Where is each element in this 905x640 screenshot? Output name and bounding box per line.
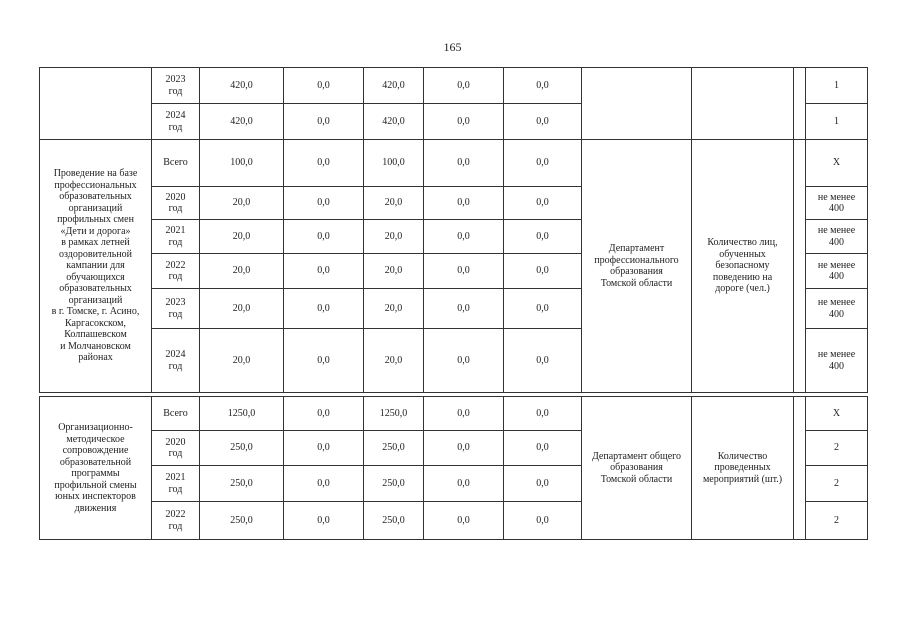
page-number: 165 <box>443 40 462 54</box>
value-cell: 20,0 <box>364 220 424 254</box>
indicator-cell: Количество проведенных мероприятий (шт.) <box>692 397 794 540</box>
year-cell: 2020 год <box>152 187 200 220</box>
total-cell: 20,0 <box>200 220 284 254</box>
value-cell: 0,0 <box>504 289 582 329</box>
value-cell: 0,0 <box>284 140 364 187</box>
total-cell: 250,0 <box>200 502 284 540</box>
value-cell: 250,0 <box>364 466 424 502</box>
value-cell: 1250,0 <box>364 397 424 431</box>
value-cell: 0,0 <box>504 397 582 431</box>
total-cell: 20,0 <box>200 289 284 329</box>
value-cell: 100,0 <box>364 140 424 187</box>
value-cell: 0,0 <box>284 220 364 254</box>
year-cell: 2021 год <box>152 466 200 502</box>
target-cell: X <box>806 397 868 431</box>
total-cell: 420,0 <box>200 104 284 140</box>
year-cell: 2024 год <box>152 104 200 140</box>
activity-cell: Организационно- методическое сопровождение образовательной программы профильной смены юных инспекторов движения <box>40 397 152 540</box>
value-cell: 0,0 <box>504 431 582 466</box>
indicator-cell-continued <box>692 68 794 140</box>
program-table <box>39 67 868 540</box>
year-cell: Всего <box>152 397 200 431</box>
value-cell: 0,0 <box>424 187 504 220</box>
target-cell: не менее 400 <box>806 187 868 220</box>
executor-cell-continued <box>582 68 692 140</box>
value-cell: 0,0 <box>284 502 364 540</box>
value-cell: 0,0 <box>424 502 504 540</box>
value-cell: 20,0 <box>364 289 424 329</box>
year-cell: 2023 год <box>152 289 200 329</box>
value-cell: 0,0 <box>284 431 364 466</box>
value-cell: 0,0 <box>284 289 364 329</box>
value-cell: 0,0 <box>284 466 364 502</box>
value-cell: 20,0 <box>364 329 424 393</box>
indicator-cell: Количество лиц, обученных безопасному поведению на дороге (чел.) <box>692 140 794 393</box>
value-cell: 0,0 <box>424 431 504 466</box>
activity-cell-continued <box>40 68 152 140</box>
value-cell: 0,0 <box>284 329 364 393</box>
value-cell: 0,0 <box>424 140 504 187</box>
value-cell: 0,0 <box>424 289 504 329</box>
target-cell: не менее 400 <box>806 254 868 289</box>
total-cell: 1250,0 <box>200 397 284 431</box>
target-cell: не менее 400 <box>806 220 868 254</box>
target-cell: не менее 400 <box>806 329 868 393</box>
value-cell: 0,0 <box>504 254 582 289</box>
table-row <box>40 397 868 431</box>
year-cell: 2023 год <box>152 68 200 104</box>
value-cell: 0,0 <box>424 254 504 289</box>
value-cell: 0,0 <box>424 220 504 254</box>
executor-cell: Департамент профессионального образования Томской области <box>582 140 692 393</box>
table-row <box>40 140 868 187</box>
gap-cell <box>794 140 806 393</box>
value-cell: 0,0 <box>504 187 582 220</box>
value-cell: 0,0 <box>284 254 364 289</box>
gap-cell <box>794 397 806 540</box>
total-cell: 20,0 <box>200 329 284 393</box>
value-cell: 0,0 <box>424 466 504 502</box>
target-cell: 2 <box>806 431 868 466</box>
year-cell: 2020 год <box>152 431 200 466</box>
year-cell: 2021 год <box>152 220 200 254</box>
total-cell: 20,0 <box>200 254 284 289</box>
value-cell: 0,0 <box>504 220 582 254</box>
value-cell: 420,0 <box>364 104 424 140</box>
value-cell: 0,0 <box>504 466 582 502</box>
value-cell: 20,0 <box>364 254 424 289</box>
value-cell: 420,0 <box>364 68 424 104</box>
target-cell: X <box>806 140 868 187</box>
total-cell: 20,0 <box>200 187 284 220</box>
executor-cell: Департамент общего образования Томской области <box>582 397 692 540</box>
value-cell: 0,0 <box>504 140 582 187</box>
value-cell: 0,0 <box>424 68 504 104</box>
total-cell: 100,0 <box>200 140 284 187</box>
value-cell: 0,0 <box>284 104 364 140</box>
year-cell: Всего <box>152 140 200 187</box>
table-row <box>40 68 868 104</box>
total-cell: 250,0 <box>200 431 284 466</box>
target-cell: 2 <box>806 502 868 540</box>
value-cell: 0,0 <box>504 68 582 104</box>
value-cell: 0,0 <box>504 329 582 393</box>
total-cell: 420,0 <box>200 68 284 104</box>
value-cell: 0,0 <box>424 104 504 140</box>
value-cell: 0,0 <box>504 104 582 140</box>
value-cell: 20,0 <box>364 187 424 220</box>
value-cell: 0,0 <box>424 329 504 393</box>
target-cell: 2 <box>806 466 868 502</box>
value-cell: 0,0 <box>504 502 582 540</box>
total-cell: 250,0 <box>200 466 284 502</box>
value-cell: 0,0 <box>284 68 364 104</box>
value-cell: 0,0 <box>284 397 364 431</box>
value-cell: 250,0 <box>364 431 424 466</box>
value-cell: 0,0 <box>424 397 504 431</box>
target-cell: не менее 400 <box>806 289 868 329</box>
year-cell: 2024 год <box>152 329 200 393</box>
value-cell: 250,0 <box>364 502 424 540</box>
activity-cell: Проведение на базе профессиональных образовательных организаций профильных смен «Дети и дорога» в рамках летней оздоровительной кампании для обучающихся образовательных организаций в г. Томске, г. Асино, Каргасокском, Колпашевском и Молчановском районах <box>40 140 152 393</box>
gap-cell <box>794 68 806 140</box>
year-cell: 2022 год <box>152 502 200 540</box>
year-cell: 2022 год <box>152 254 200 289</box>
target-cell: 1 <box>806 68 868 104</box>
value-cell: 0,0 <box>284 187 364 220</box>
target-cell: 1 <box>806 104 868 140</box>
